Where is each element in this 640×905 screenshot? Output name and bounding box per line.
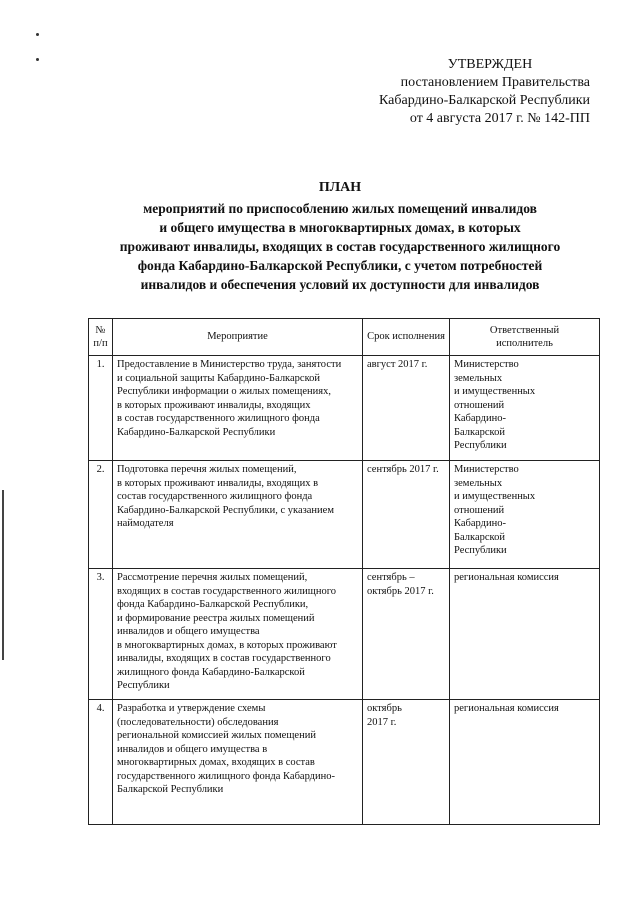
row-activity-line: фонда Кабардино-Балкарской Республики, [117,599,309,610]
scan-dot [36,33,39,36]
row-number: 2. [89,461,113,569]
title-line: фонда Кабардино-Балкарской Республики, с учетом потребностей [137,258,543,273]
row-number: 1. [89,356,113,461]
row-responsible-line: и имущественных [454,491,536,502]
row-responsible-line: отношений [454,399,505,411]
table-row [89,569,600,700]
row-activity-line: Республики информации о жилых помещениях, [117,386,331,397]
approval-block [330,56,590,128]
row-responsible [450,356,600,461]
scan-dot [36,58,39,61]
row-responsible-line: региональная комиссия [454,703,559,714]
title-line: инвалидов и обеспечения условий их доступности для инвалидов [140,277,540,292]
plan-table [88,318,600,825]
row-term [363,356,450,461]
row-activity [113,356,363,461]
header-responsible-line: исполнитель [496,338,553,349]
row-responsible-line: Кабардино- [454,413,506,424]
row-activity-line: Республики [117,680,170,691]
row-activity-line: Разработка и утверждение схемы [117,703,266,714]
header-number [89,319,113,356]
row-term-line: октябрь 2017 г. [367,585,434,597]
row-activity-line: и социальной защиты Кабардино-Балкарской [117,372,321,384]
row-activity-line: в многоквартирных домах, в которых проживают [117,639,337,651]
document-title [80,178,600,294]
row-term-line: сентябрь 2017 г. [367,464,439,475]
row-activity-line: Балкарской Республики [117,784,224,795]
row-responsible [450,700,600,825]
table-row [89,356,600,461]
table-row [89,700,600,825]
header-term: Срок исполнения [363,319,450,356]
row-responsible [450,569,600,700]
row-term [363,569,450,700]
row-activity-line: состав государственного жилищного фонда [117,491,313,502]
row-activity-line: Предоставление в Министерство труда, занятости [117,359,342,370]
approval-stamp: УТВЕРЖДЕН [447,57,533,72]
row-activity [113,700,363,825]
header-activity: Мероприятие [113,319,363,356]
row-term [363,461,450,569]
row-activity-line: в которых проживают инвалиды, входящих в [117,477,319,489]
row-activity-line: инвалиды, входящих в состав государственного [117,653,331,664]
row-activity-line: Подготовка перечня жилых помещений, [117,464,297,475]
row-activity-line: в состав государственного жилищного фонда [117,413,320,424]
header-responsible [450,319,600,356]
row-activity-line: (последовательности) обследования [117,716,279,728]
row-responsible-line: Республики [454,545,507,556]
row-activity-line: Рассмотрение перечня жилых помещений, [117,572,308,583]
row-activity-line: инвалидов и общего имущества [117,626,260,637]
title-line: проживают инвалиды, входящих в состав государственного жилищного [119,239,561,254]
table-row [89,461,600,569]
row-responsible-line: региональная комиссия [454,572,559,583]
row-term-line: октябрь [367,703,402,714]
header-number-line: № [95,324,106,336]
row-activity-line: жилищного фонда Кабардино-Балкарской [117,666,305,678]
row-responsible-line: отношений [454,504,505,516]
row-responsible-line: и имущественных [454,386,536,397]
scan-edge-mark [2,490,4,660]
row-activity [113,461,363,569]
row-activity-line: региональной комиссией жилых помещений [117,730,316,741]
row-activity-line: в которых проживают инвалиды, входящих [117,399,311,411]
approval-line: Кабардино-Балкарской Республики [379,93,590,108]
row-responsible-line: Министерство [454,359,519,370]
row-activity-line: входящих в состав государственного жилищного [117,585,336,597]
row-responsible-line: Кабардино- [454,518,506,529]
row-responsible-line: Республики [454,440,507,451]
row-number: 4. [89,700,113,825]
row-responsible-line: Министерство [454,464,519,475]
row-activity-line: наймодателя [117,518,174,529]
row-activity-line: и формирование реестра жилых помещений [117,612,315,624]
row-activity-line: Кабардино-Балкарской Республики, с указанием [117,504,334,516]
row-responsible-line: Балкарской [454,531,505,543]
row-term-line: август 2017 г. [367,359,428,370]
row-term-line: сентябрь – [367,572,415,583]
row-activity-line: многоквартирных домах, входящих в состав [117,757,315,768]
row-activity [113,569,363,700]
title-plan: ПЛАН [318,180,362,195]
approval-line: постановлением Правительства [400,75,590,90]
header-responsible-line: Ответственный [489,324,560,336]
row-responsible-line: земельных [454,477,503,489]
approval-line: от 4 августа 2017 г. № 142-ПП [409,111,590,126]
table-header-row [89,319,600,356]
header-number-line: п/п [93,338,108,349]
row-responsible-line: земельных [454,372,503,384]
row-term-line: 2017 г. [367,716,397,728]
row-activity-line: Кабардино-Балкарской Республики [117,426,276,438]
row-term [363,700,450,825]
row-responsible [450,461,600,569]
row-responsible-line: Балкарской [454,426,505,438]
row-activity-line: инвалидов и общего имущества в [117,743,268,755]
title-line: мероприятий по приспособлению жилых помещений инвалидов [143,201,537,216]
row-number: 3. [89,569,113,700]
row-activity-line: государственного жилищного фонда Кабардино- [117,770,336,782]
title-line: и общего имущества в многоквартирных домах, в которых [159,220,521,235]
